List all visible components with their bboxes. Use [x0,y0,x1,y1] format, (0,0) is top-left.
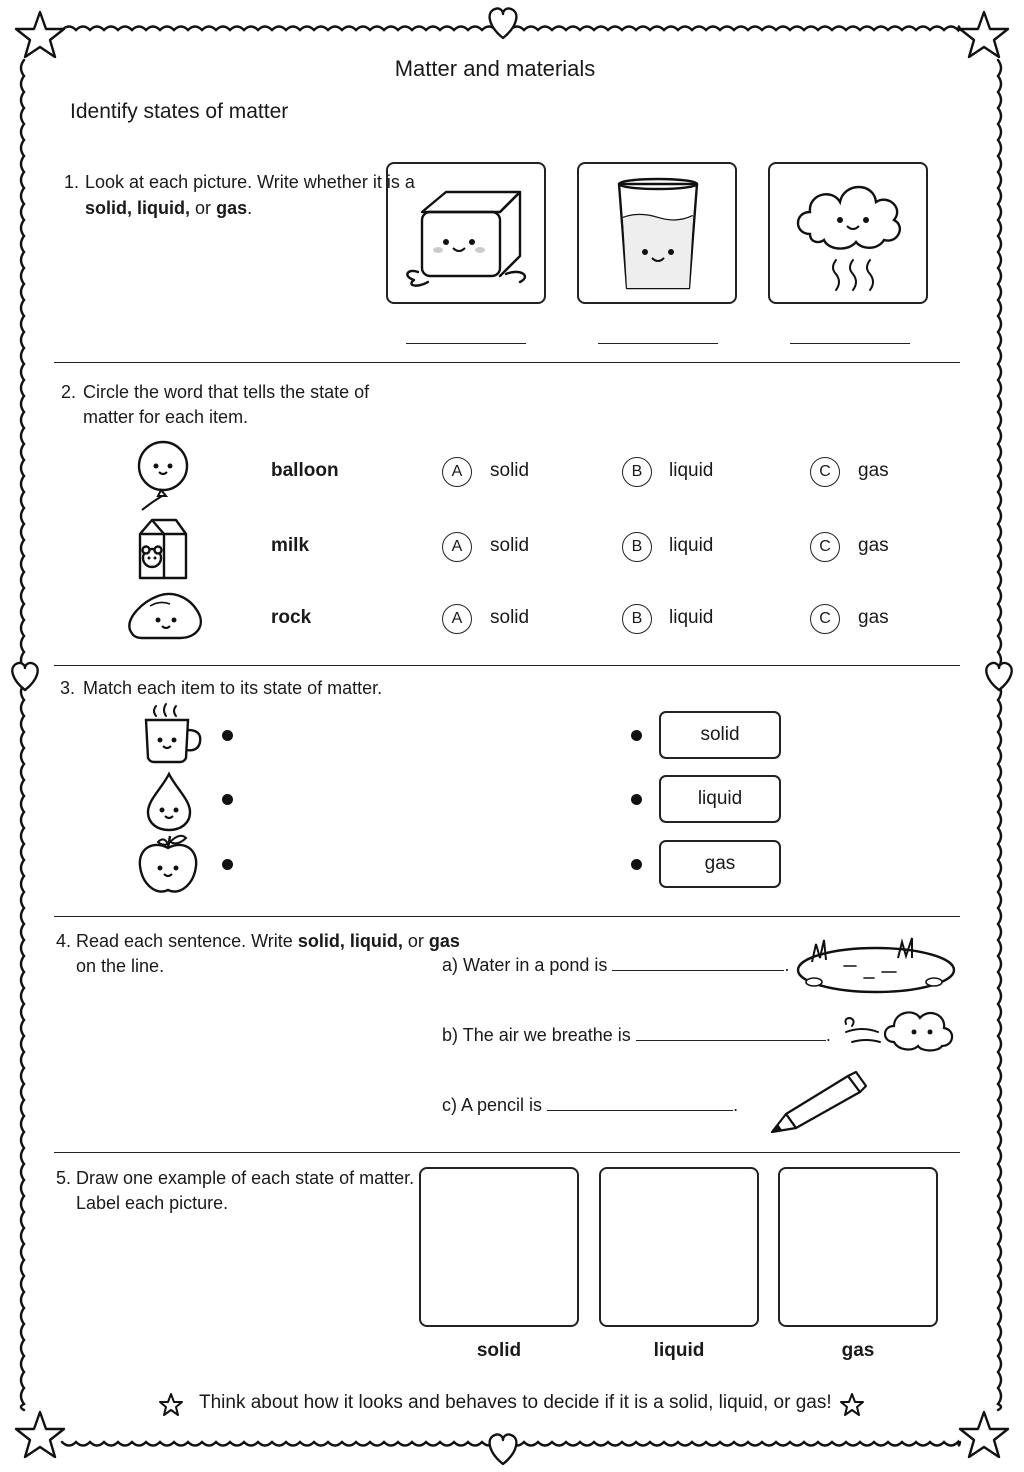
q1-instruction: Look at each picture. Write whether it is a [85,172,415,192]
option-c-circle[interactable]: C [810,604,840,634]
heart-icon [490,1434,517,1464]
glass-of-water-icon [579,164,735,302]
option-c-label[interactable]: gas [858,535,889,556]
drawing-label-solid: solid [476,1340,522,1361]
q2-instruction: Circle the word that tells the state of [83,382,370,402]
q5-number: 5. [56,1168,72,1188]
pencil-icon [768,1068,870,1136]
option-a-label[interactable]: solid [490,607,530,628]
option-c-label[interactable]: gas [858,460,889,481]
corner-star-icon [16,12,64,57]
match-box-solid[interactable]: solid [659,711,781,759]
option-c-label[interactable]: gas [858,607,889,628]
q4-sentence-a: a) Water in a pond is . [442,955,790,975]
option-c-circle[interactable]: C [810,457,840,487]
blowing-cloud-icon [842,1002,956,1060]
corner-star-icon [16,1412,64,1457]
q4-answer-line[interactable] [636,1026,826,1041]
match-dot-right[interactable] [631,794,642,805]
q2-item-word: rock [271,607,312,628]
q2-row [0,529,1024,565]
page-title: Matter and materials [394,56,596,81]
option-b-circle[interactable]: B [622,457,652,487]
option-a-label[interactable]: solid [490,535,530,556]
drawing-box-liquid[interactable] [599,1167,759,1327]
q4-sentence-b: b) The air we breathe is . [442,1025,831,1045]
q1-picture-box [386,162,546,304]
ice-cube-icon [388,164,544,302]
option-b-label[interactable]: liquid [669,460,714,481]
q2-instruction-line2: matter for each item. [83,407,249,427]
drawing-box-gas[interactable] [778,1167,938,1327]
q4-instruction: Read each sentence. Write solid, liquid, or gas [76,931,460,951]
q1-number: 1. [64,172,80,192]
corner-star-icon [960,1412,1008,1457]
q2-row [0,454,1024,490]
drawing-label-liquid: liquid [653,1340,705,1361]
match-box-liquid[interactable]: liquid [659,775,781,823]
option-a-circle[interactable]: A [442,604,472,634]
q3-number: 3. [60,678,76,698]
q2-number: 2. [61,382,77,402]
q2-item-word: milk [271,535,310,556]
section-divider [54,916,960,917]
match-dot-left[interactable] [222,859,233,870]
q3-instruction: Match each item to its state of matter. [83,678,383,698]
steam-cloud-icon [770,164,926,302]
option-b-label[interactable]: liquid [669,607,714,628]
q2-item-word: balloon [271,460,339,481]
match-dot-right[interactable] [631,730,642,741]
q5-instruction-line2: Label each picture. [76,1193,229,1213]
q2-row [0,601,1024,637]
q1-answer-line[interactable] [790,343,910,344]
heart-icon [986,663,1011,690]
page-subtitle: Identify states of matter [70,100,289,123]
q1-picture-box [768,162,928,304]
water-drop-icon [142,770,196,832]
q4-sentence-c: c) A pencil is . [442,1095,739,1115]
option-b-circle[interactable]: B [622,604,652,634]
option-a-circle[interactable]: A [442,457,472,487]
section-divider [54,1152,960,1153]
corner-star-icon [960,12,1008,57]
q1-answer-line[interactable] [598,343,718,344]
match-dot-left[interactable] [222,730,233,741]
footer-tip: Think about how it looks and behaves to decide if it is a solid, liquid, or gas! [199,1392,832,1413]
star-icon [839,1392,865,1418]
drawing-label-gas: gas [841,1340,875,1361]
option-c-circle[interactable]: C [810,532,840,562]
star-icon [158,1392,184,1418]
q5-instruction: Draw one example of each state of matter. [76,1168,415,1188]
drawing-box-solid[interactable] [419,1167,579,1327]
section-divider [54,665,960,666]
match-dot-right[interactable] [631,859,642,870]
option-a-circle[interactable]: A [442,532,472,562]
apple-icon [134,832,202,898]
section-divider [54,362,960,363]
heart-icon [12,663,37,690]
q4-answer-line[interactable] [547,1096,733,1111]
q1-answer-line[interactable] [406,343,526,344]
option-b-circle[interactable]: B [622,532,652,562]
option-b-label[interactable]: liquid [669,535,714,556]
q1-picture-box [577,162,737,304]
q4-answer-line[interactable] [612,956,784,971]
q4-instruction-line2: on the line. [76,956,165,976]
match-box-gas[interactable]: gas [659,840,781,888]
q4-number: 4. [56,931,72,951]
q1-instruction-line2: solid, liquid, or gas. [85,198,253,218]
heart-icon [490,8,517,38]
match-dot-left[interactable] [222,794,233,805]
option-a-label[interactable]: solid [490,460,530,481]
hot-mug-icon [138,702,208,766]
pond-icon [794,932,962,998]
